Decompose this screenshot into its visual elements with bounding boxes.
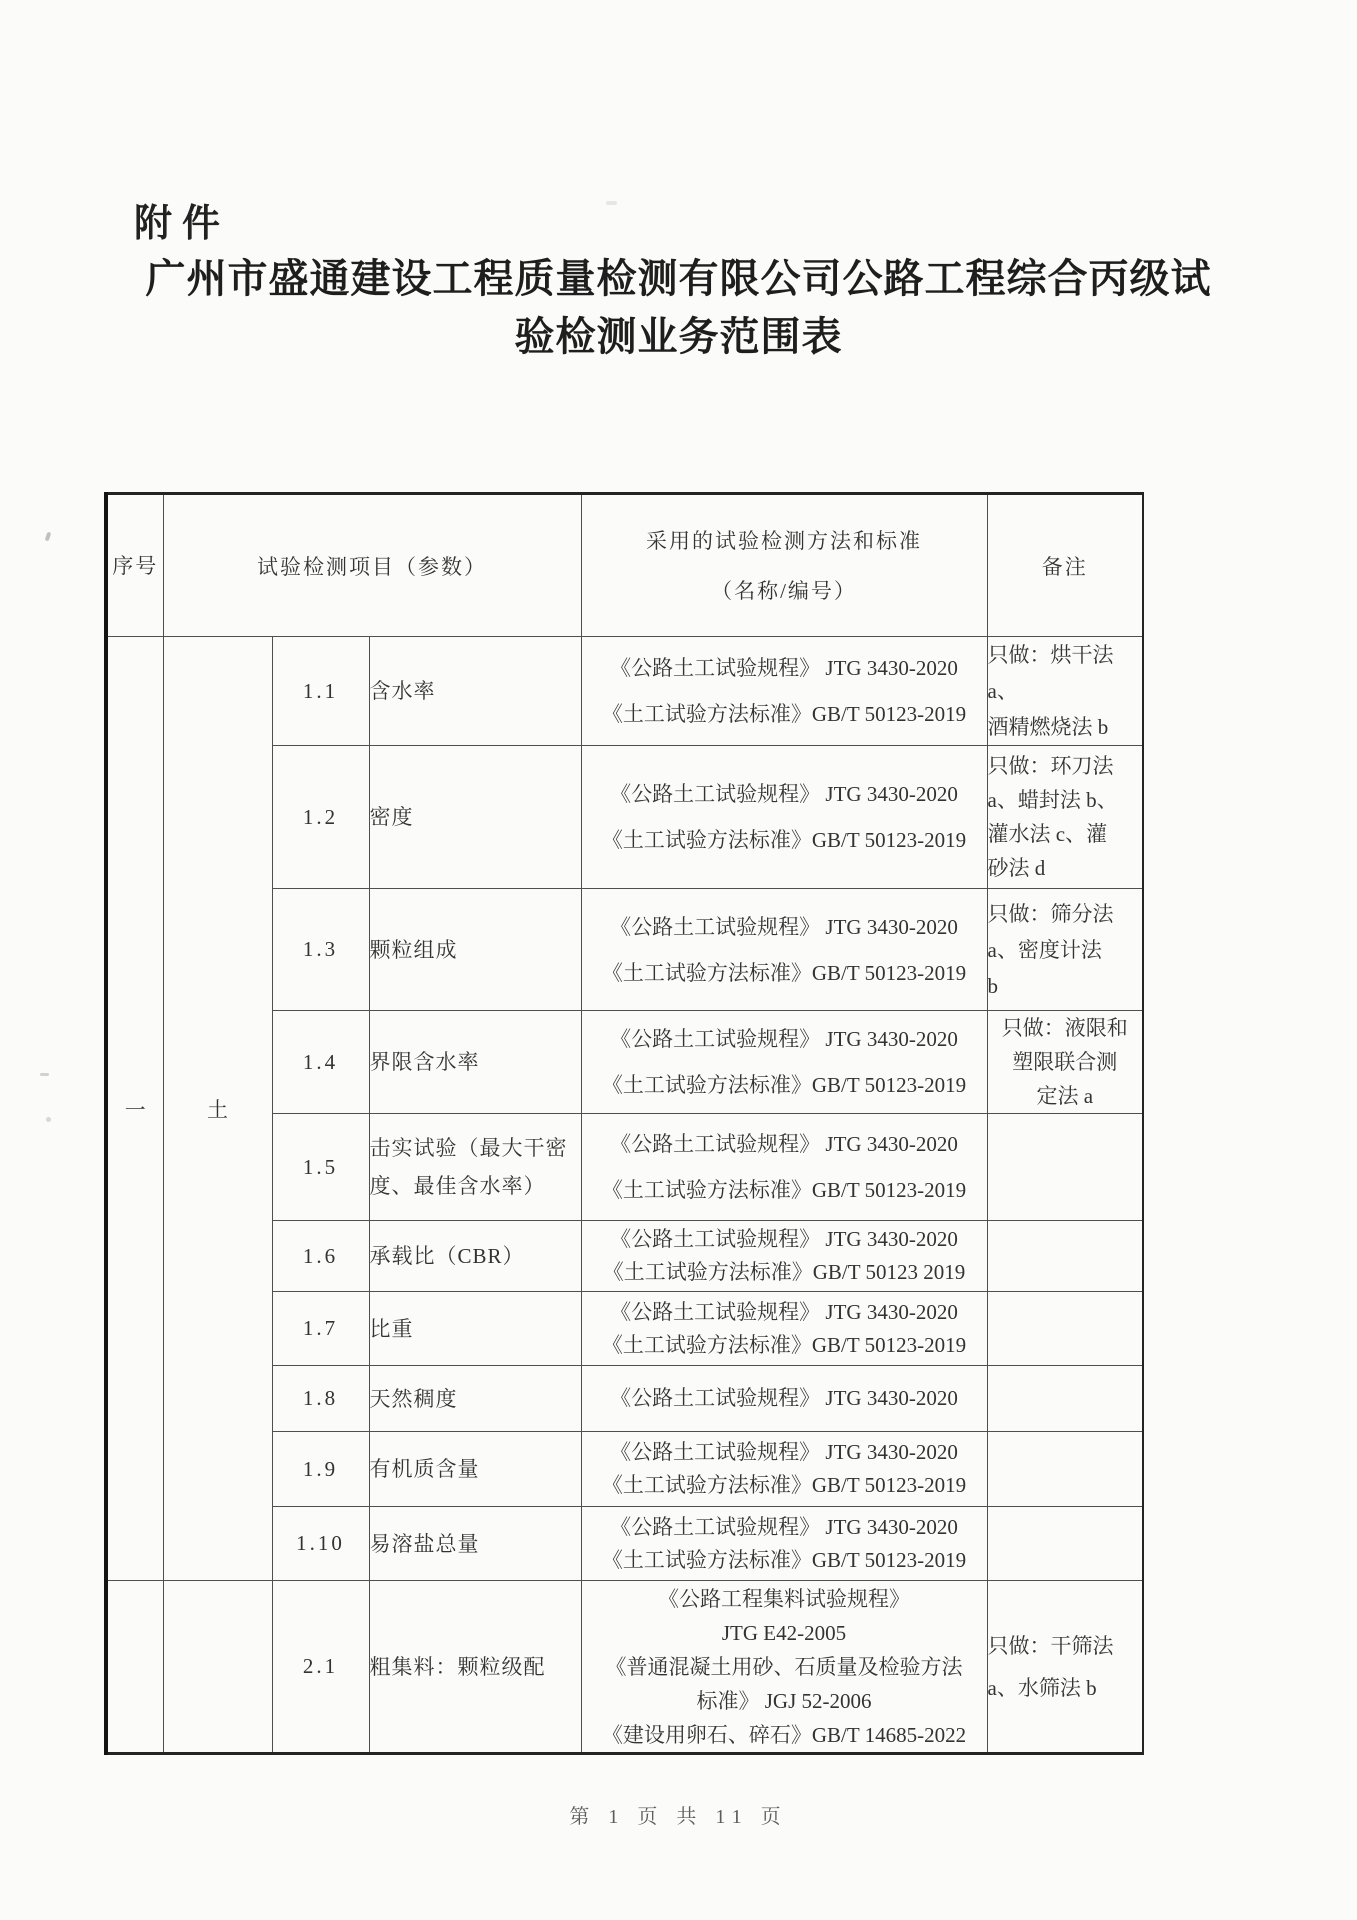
group2-serial-cell bbox=[106, 1581, 163, 1754]
note-line: 塑限联合测 bbox=[1012, 1050, 1118, 1074]
row-methods bbox=[581, 637, 987, 746]
method-line: 《土工试验方法标准》GB/T 50123-2019 bbox=[601, 1473, 967, 1497]
document-title-line1: 广州市盛通建设工程质量检测有限公司公路工程综合丙级试 bbox=[145, 256, 1212, 301]
row-no: 1.9 bbox=[272, 1432, 369, 1507]
header-item: 试验检测项目（参数） bbox=[163, 494, 581, 637]
method-line: 《公路土工试验规程》 JTG 3430-2020 bbox=[610, 1440, 958, 1464]
method-line: 《建设用卵石、碎石》GB/T 14685-2022 bbox=[601, 1722, 967, 1747]
row-no: 1.8 bbox=[272, 1366, 369, 1432]
method-line: 《普通混凝土用砂、石质量及检验方法 bbox=[605, 1654, 963, 1679]
document-title bbox=[0, 250, 1357, 366]
row-methods bbox=[581, 1366, 987, 1432]
method-line: 《土工试验方法标准》GB/T 50123-2019 bbox=[601, 828, 967, 852]
row-item: 密度 bbox=[369, 746, 581, 889]
row-notes bbox=[987, 1581, 1143, 1754]
method-line: JTG E42-2005 bbox=[721, 1620, 847, 1645]
method-line: 《公路土工试验规程》 JTG 3430-2020 bbox=[610, 656, 958, 680]
group2-category-cell bbox=[163, 1581, 272, 1754]
row-no: 1.6 bbox=[272, 1221, 369, 1292]
row-notes bbox=[987, 637, 1143, 746]
row-item: 界限含水率 bbox=[369, 1011, 581, 1114]
method-line: 《公路土工试验规程》 JTG 3430-2020 bbox=[610, 1132, 958, 1156]
method-line: 《公路土工试验规程》 JTG 3430-2020 bbox=[610, 1514, 958, 1539]
row-notes bbox=[987, 1221, 1143, 1292]
row-notes bbox=[987, 1011, 1143, 1114]
method-line: 《公路土工试验规程》 JTG 3430-2020 bbox=[610, 1227, 958, 1251]
note-line: 只做：环刀法 bbox=[987, 754, 1114, 778]
method-line: 《公路工程集料试验规程》 bbox=[658, 1586, 910, 1611]
row-notes bbox=[987, 1432, 1143, 1507]
row-item: 有机质含量 bbox=[369, 1432, 581, 1507]
scan-artifact bbox=[40, 1073, 49, 1076]
method-line: 《公路土工试验规程》 JTG 3430-2020 bbox=[610, 1299, 958, 1324]
method-line: 《土工试验方法标准》GB/T 50123-2019 bbox=[601, 1547, 967, 1572]
row-methods bbox=[581, 889, 987, 1011]
row-no: 1.7 bbox=[272, 1292, 369, 1366]
row-item: 击实试验（最大干密度、最佳含水率） bbox=[369, 1114, 581, 1221]
attachment-label: 附件 bbox=[134, 203, 231, 245]
method-line: 《土工试验方法标准》GB/T 50123 2019 bbox=[602, 1260, 966, 1284]
note-line: 灌水法 c、灌 bbox=[987, 822, 1108, 846]
row-no: 1.10 bbox=[272, 1507, 369, 1581]
note-line: a、密度计法 bbox=[987, 937, 1102, 962]
header-method-line2: （名称/编号） bbox=[711, 578, 857, 603]
note-line: 砂法 d bbox=[987, 856, 1046, 880]
note-line: 只做：烘干法 bbox=[987, 643, 1114, 667]
row-item: 比重 bbox=[369, 1292, 581, 1366]
test-scope-table bbox=[104, 492, 1144, 1755]
row-notes bbox=[987, 1366, 1143, 1432]
note-line: a、 bbox=[987, 679, 1018, 703]
row-item: 颗粒组成 bbox=[369, 889, 581, 1011]
header-method bbox=[581, 494, 987, 637]
row-methods bbox=[581, 1011, 987, 1114]
row-methods bbox=[581, 1114, 987, 1221]
group1-category-cell: 土 bbox=[163, 637, 272, 1581]
row-no: 1.5 bbox=[272, 1114, 369, 1221]
row-notes bbox=[987, 1507, 1143, 1581]
scan-artifact bbox=[45, 532, 52, 542]
header-no: 序号 bbox=[106, 494, 163, 637]
document-title-line2: 验检测业务范围表 bbox=[514, 314, 843, 359]
row-item: 天然稠度 bbox=[369, 1366, 581, 1432]
row-notes bbox=[987, 1292, 1143, 1366]
table-row bbox=[106, 637, 1143, 746]
row-item: 含水率 bbox=[369, 637, 581, 746]
row-methods bbox=[581, 1221, 987, 1292]
scan-artifact bbox=[46, 1117, 51, 1122]
table-header-row bbox=[106, 494, 1143, 637]
method-line: 《土工试验方法标准》GB/T 50123-2019 bbox=[601, 960, 967, 985]
row-no: 1.2 bbox=[272, 746, 369, 889]
group1-serial-cell: 一 bbox=[106, 637, 163, 1581]
method-line: 《土工试验方法标准》GB/T 50123-2019 bbox=[601, 702, 967, 726]
method-line: 《土工试验方法标准》GB/T 50123-2019 bbox=[601, 1178, 967, 1202]
method-line: 《土工试验方法标准》GB/T 50123-2019 bbox=[601, 1332, 967, 1357]
note-line: 只做：干筛法 bbox=[987, 1633, 1114, 1658]
row-methods bbox=[581, 1507, 987, 1581]
header-note: 备注 bbox=[987, 494, 1143, 637]
note-line: b bbox=[987, 973, 998, 998]
row-notes bbox=[987, 1114, 1143, 1221]
note-line: a、水筛法 b bbox=[987, 1675, 1097, 1700]
row-methods bbox=[581, 1581, 987, 1754]
method-line: 《土工试验方法标准》GB/T 50123-2019 bbox=[601, 1073, 967, 1097]
row-no: 1.1 bbox=[272, 637, 369, 746]
row-no: 1.3 bbox=[272, 889, 369, 1011]
row-no: 2.1 bbox=[272, 1581, 369, 1754]
method-line: 《公路土工试验规程》 JTG 3430-2020 bbox=[610, 1386, 958, 1410]
row-item: 承载比（CBR） bbox=[369, 1221, 581, 1292]
row-item: 易溶盐总量 bbox=[369, 1507, 581, 1581]
row-methods bbox=[581, 746, 987, 889]
table-row bbox=[106, 1581, 1143, 1754]
note-line: 定法 a bbox=[1036, 1084, 1094, 1108]
row-item: 粗集料：颗粒级配 bbox=[369, 1581, 581, 1754]
row-notes bbox=[987, 746, 1143, 889]
row-methods bbox=[581, 1292, 987, 1366]
row-notes bbox=[987, 889, 1143, 1011]
method-line: 《公路土工试验规程》 JTG 3430-2020 bbox=[610, 782, 958, 806]
note-line: 只做：液限和 bbox=[1001, 1016, 1128, 1040]
note-line: a、蜡封法 b、 bbox=[987, 788, 1118, 812]
page-number-footer: 第 1 页 共 11 页 bbox=[569, 1806, 788, 1828]
method-line: 《公路土工试验规程》 JTG 3430-2020 bbox=[610, 1027, 958, 1051]
method-line: 《公路土工试验规程》 JTG 3430-2020 bbox=[610, 914, 958, 939]
method-line: 标准》 JGJ 52-2006 bbox=[696, 1688, 872, 1713]
note-line: 酒精燃烧法 b bbox=[987, 715, 1109, 739]
note-line: 只做：筛分法 bbox=[987, 901, 1114, 926]
scan-artifact bbox=[606, 201, 617, 205]
header-method-line1: 采用的试验检测方法和标准 bbox=[646, 528, 922, 553]
row-methods bbox=[581, 1432, 987, 1507]
row-no: 1.4 bbox=[272, 1011, 369, 1114]
